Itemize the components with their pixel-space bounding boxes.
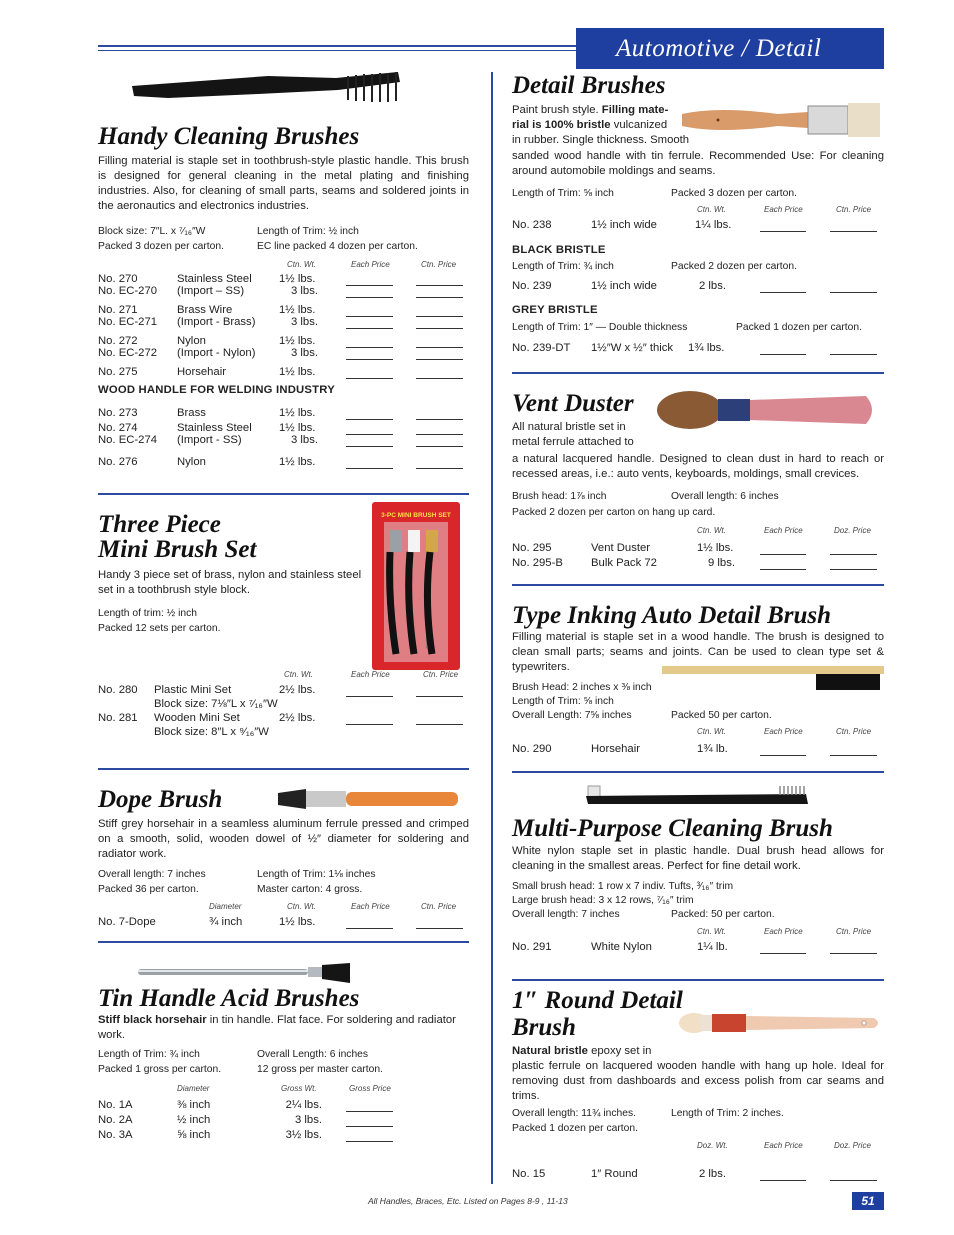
dope-header-dia: Diameter (209, 902, 242, 911)
grey-bristle-heading: GREY BRISTLE (512, 304, 598, 316)
price-line (416, 328, 463, 329)
price-line (760, 569, 806, 570)
multi-desc: White nylon staple set in plastic handle. Dual brush head allows for cleaning in the smallest areas. Perfect for fine detail work. (512, 845, 884, 872)
wood-handle-heading: WOOD HANDLE FOR WELDING INDUSTRY (98, 384, 335, 396)
multi-spec-1: Small brush head: 1 row x 7 indiv. Tufts, ³⁄₁₆″ trim (512, 881, 734, 892)
price-line (416, 696, 463, 697)
price-line (346, 1111, 393, 1112)
cell: (Import - SS) (177, 434, 242, 446)
mini-brushes-image (378, 522, 454, 662)
cell: No. 270 (98, 273, 138, 285)
price-line (760, 292, 806, 293)
black-spec-1: Length of Trim: ¾ inch (512, 261, 614, 272)
cell: 2½ lbs. (279, 684, 316, 696)
inking-spec-1: Brush Head: 2 inches x ⅜ inch (512, 682, 652, 693)
round-spec-2: Length of Trim: 2 inches. (671, 1108, 784, 1119)
section-rule (512, 372, 884, 374)
top-rule-2 (98, 50, 576, 51)
cell: No. 274 (98, 422, 138, 434)
round-desc-1b: Natural bristle (512, 1045, 588, 1057)
section-banner: Automotive / Detail (576, 28, 884, 69)
price-line (346, 446, 393, 447)
cell: No. EC-270 (98, 285, 158, 297)
price-line (346, 434, 393, 435)
cell: 1½ lbs. (279, 916, 316, 928)
cell: Horsehair (591, 743, 640, 755)
detail-header-each: Each Price (764, 205, 803, 214)
price-line (416, 378, 463, 379)
multi-brush-image (586, 782, 812, 808)
multi-header-wt: Ctn. Wt. (697, 927, 726, 936)
cell: No. 271 (98, 304, 138, 316)
vent-title: Vent Duster (512, 390, 634, 417)
detail-header-ctn: Ctn. Price (836, 205, 872, 214)
tin-spec-3: Packed 1 gross per carton. (98, 1064, 222, 1075)
detail-desc-1 (512, 103, 668, 118)
cell: Brass Wire (177, 304, 233, 316)
price-line (346, 468, 393, 469)
cell: No. 291 (512, 941, 552, 953)
cell: 2 lbs. (699, 280, 727, 292)
price-line (416, 347, 463, 348)
handy-spec-1: Block size: 7″L. x ⁷⁄₁₆″W (98, 226, 206, 237)
black-bristle-heading: BLACK BRISTLE (512, 244, 606, 256)
price-line (346, 359, 393, 360)
cell: 3 lbs. (290, 285, 318, 297)
vent-desc-3: a natural lacquered handle. Designed to clean dust in hard to reach or recessed areas, i.e.: auto vents, keyboards, moldings, small crevices. (512, 453, 884, 480)
price-line (760, 231, 806, 232)
cell: No. 295-B (512, 557, 563, 569)
cell: No. 276 (98, 456, 138, 468)
cell: 1½″W x ½″ thick (591, 342, 674, 354)
vent-header-wt: Ctn. Wt. (697, 526, 726, 535)
detail-brush-image (678, 100, 883, 140)
price-line (346, 316, 393, 317)
detail-header-wt: Ctn. Wt. (697, 205, 726, 214)
price-line (416, 434, 463, 435)
detail-desc-2 (512, 118, 667, 133)
price-line (830, 1180, 877, 1181)
cell: No. 273 (98, 407, 138, 419)
price-line (416, 468, 463, 469)
cell: 1½ inch wide (591, 219, 657, 231)
price-line (346, 285, 393, 286)
cell: 3 lbs. (294, 1114, 322, 1126)
price-line (760, 755, 806, 756)
inking-brush-image (662, 662, 884, 692)
round-title-1: 1″ Round Detail (512, 987, 683, 1014)
cell: ¾ inch (209, 916, 243, 928)
cell: 3 lbs. (290, 347, 318, 359)
cell: 1½ lbs. (279, 456, 316, 468)
tin-brush-image (138, 962, 352, 984)
cell: No. 290 (512, 743, 552, 755)
tin-title: Tin Handle Acid Brushes (98, 985, 360, 1012)
multi-header-each: Each Price (764, 927, 803, 936)
multi-spec-3: Overall length: 7 inches (512, 909, 620, 920)
price-line (760, 354, 806, 355)
tin-spec-4: 12 gross per master carton. (257, 1064, 383, 1075)
cell: No. 280 (98, 684, 138, 696)
price-line (416, 419, 463, 420)
handy-header-wt: Ctn. Wt. (287, 260, 316, 269)
mini-header-each: Each Price (351, 670, 390, 679)
cell: 1½ lbs. (279, 422, 316, 434)
tin-header-wt: Gross Wt. (281, 1084, 317, 1093)
cell: Block size: 8″L x ⁹⁄₁₆″W (154, 726, 269, 738)
price-line (416, 316, 463, 317)
vent-spec-1: Brush head: 1⅞ inch (512, 491, 607, 502)
price-line (830, 755, 877, 756)
price-line (830, 953, 877, 954)
cell: No. 275 (98, 366, 138, 378)
handy-header-each: Each Price (351, 260, 390, 269)
price-line (346, 347, 393, 348)
tin-header-price: Gross Price (349, 1084, 391, 1093)
price-line (416, 285, 463, 286)
detail-desc-1a: Paint brush style. (512, 104, 602, 116)
page-number: 51 (852, 1192, 884, 1210)
section-rule (512, 584, 884, 586)
detail-title: Detail Brushes (512, 72, 666, 99)
round-header-doz: Doz. Price (834, 1141, 871, 1150)
round-spec-3: Packed 1 dozen per carton. (512, 1123, 638, 1134)
round-spec-1: Overall length: 11¾ inches. (512, 1108, 637, 1119)
mini-title-2: Mini Brush Set (98, 536, 257, 563)
grey-spec-2: Packed 1 dozen per carton. (736, 322, 862, 333)
cell: Plastic Mini Set (154, 684, 232, 696)
vent-spec-3: Packed 2 dozen per carton on hang up card. (512, 507, 716, 518)
price-line (416, 928, 463, 929)
round-title-2: Brush (512, 1014, 576, 1041)
price-line (346, 378, 393, 379)
price-line (346, 724, 393, 725)
tin-desc-text: in tin handle. Flat face. For soldering and radiator work. (98, 1014, 456, 1041)
price-line (346, 328, 393, 329)
detail-desc-2a: vulcanized (610, 119, 668, 131)
vent-spec-2: Overall length: 6 inches (671, 491, 779, 502)
column-divider (491, 72, 493, 1184)
detail-spec-1: Length of Trim: ⅝ inch (512, 188, 614, 199)
cell: 1¾ lb. (697, 743, 728, 755)
price-line (346, 1126, 393, 1127)
cell: Wooden Mini Set (154, 712, 240, 724)
cell: No. EC-274 (98, 434, 158, 446)
cell: Bulk Pack 72 (591, 557, 657, 569)
handy-spec-3: Packed 3 dozen per carton. (98, 241, 224, 252)
tin-spec-2: Overall Length: 6 inches (257, 1049, 369, 1060)
cell: 2 lbs. (699, 1168, 727, 1180)
price-line (416, 297, 463, 298)
footer-note: All Handles, Braces, Etc. Listed on Pages 8-9 , 11-13 (368, 1196, 568, 1206)
cell: 1½ inch wide (591, 280, 657, 292)
black-spec-2: Packed 2 dozen per carton. (671, 261, 797, 272)
handy-header-ctn: Ctn. Price (421, 260, 457, 269)
dope-brush-image (276, 785, 462, 813)
tin-header-dia: Diameter (177, 1084, 210, 1093)
section-rule (512, 979, 884, 981)
mini-header-wt: Ctn. Wt. (284, 670, 313, 679)
top-rule (98, 45, 576, 47)
round-desc-2: plastic ferrule on lacquered wooden handle with hang up hole. Ideal for removing dust from dashboards and excess polish from car seams and trims. (512, 1060, 884, 1102)
round-header-each: Each Price (764, 1141, 803, 1150)
cell: 1½ lbs. (279, 304, 316, 316)
cell: 1¼ lbs. (695, 219, 732, 231)
cell: ⅝ inch (177, 1129, 211, 1141)
cell: 1″ Round (591, 1168, 638, 1180)
inking-header-each: Each Price (764, 727, 803, 736)
multi-title: Multi-Purpose Cleaning Brush (512, 815, 833, 842)
cell: (Import - Nylon) (177, 347, 256, 359)
cell: 9 lbs. (707, 557, 735, 569)
price-line (346, 928, 393, 929)
detail-desc-4: sanded wood handle with tin ferrule. Recommended Use: For cleaning around automobile moldings and seams. (512, 150, 884, 177)
inking-title: Type Inking Auto Detail Brush (512, 602, 832, 629)
detail-spec-2: Packed 3 dozen per carton. (671, 188, 797, 199)
cell: 3 lbs. (290, 316, 318, 328)
handy-spec-2: Length of Trim: ½ inch (257, 226, 359, 237)
cell: 1½ lbs. (279, 335, 316, 347)
multi-spec-4: Packed: 50 per carton. (671, 909, 775, 920)
dope-spec-4: Master carton: 4 gross. (257, 884, 363, 895)
price-line (416, 446, 463, 447)
cell: No. 295 (512, 542, 552, 554)
price-line (830, 554, 877, 555)
cell: No. 2A (98, 1114, 133, 1126)
cell: No. 7-Dope (98, 916, 156, 928)
mini-header-ctn: Ctn. Price (423, 670, 459, 679)
mini-title-1: Three Piece (98, 511, 221, 538)
price-line (830, 231, 877, 232)
detail-desc-2b: rial is 100% bristle (512, 119, 611, 131)
tin-desc (98, 1013, 469, 1043)
inking-desc: Filling material is staple set in a wood handle. The brush is designed to clean small parts; seams and joints. Can be used to clean type set & typewriters. (512, 631, 884, 673)
cell: No. 15 (512, 1168, 546, 1180)
card-label: 3-PC MINI BRUSH SET (381, 512, 451, 519)
tin-desc-bold: Stiff black horsehair (98, 1014, 207, 1026)
dope-spec-3: Packed 36 per carton. (98, 884, 199, 895)
round-desc-1a: epoxy set in (587, 1045, 652, 1057)
cell: Nylon (177, 335, 206, 347)
dope-desc: Stiff grey horsehair in a seamless aluminum ferrule pressed and crimped on a smooth, solid, wooden dowel of ½″ diameter for soldering and radiator work. (98, 818, 469, 860)
mini-desc: Handy 3 piece set of brass, nylon and stainless steel set in a toothbrush style block. (98, 569, 362, 596)
card-side-label: BRASS • NYLON • STAINLESS (424, 577, 430, 649)
cell: No. 238 (512, 219, 552, 231)
inking-header-ctn: Ctn. Price (836, 727, 872, 736)
price-line (346, 696, 393, 697)
cell: 1½ lbs. (279, 366, 316, 378)
section-rule (98, 768, 469, 770)
cell: 1½ lbs. (279, 407, 316, 419)
cell: No. 3A (98, 1129, 133, 1141)
cell: 1¼ lb. (697, 941, 728, 953)
cell: Stainless Steel (177, 422, 252, 434)
cell: No. 239 (512, 280, 552, 292)
dope-title: Dope Brush (98, 786, 223, 813)
detail-desc-1b: Filling mate- (601, 104, 669, 116)
cell: Block size: 7⅛″L x ⁷⁄₁₆″W (154, 698, 278, 710)
cell: Vent Duster (591, 542, 651, 554)
price-line (346, 297, 393, 298)
vent-header-doz: Doz. Price (834, 526, 871, 535)
cell: 1½ lbs. (697, 542, 734, 554)
section-rule (98, 493, 469, 495)
cell: (Import – SS) (177, 285, 245, 297)
mini-brush-card (372, 502, 460, 670)
cell: No. 1A (98, 1099, 133, 1111)
price-line (830, 569, 877, 570)
cell: ⅜ inch (177, 1099, 211, 1111)
cell: No. EC-271 (98, 316, 158, 328)
tin-spec-1: Length of Trim: ¾ inch (98, 1049, 200, 1060)
cell: No. 281 (98, 712, 138, 724)
vent-header-each: Each Price (764, 526, 803, 535)
cell: White Nylon (591, 941, 652, 953)
price-line (346, 419, 393, 420)
multi-header-ctn: Ctn. Price (836, 927, 872, 936)
cell: 1¾ lbs. (688, 342, 725, 354)
dope-header-wt: Ctn. Wt. (287, 902, 316, 911)
cell: No. 272 (98, 335, 138, 347)
inking-header-wt: Ctn. Wt. (697, 727, 726, 736)
mini-spec-2: Packed 12 sets per carton. (98, 623, 221, 634)
inking-spec-2: Length of Trim: ⅝ inch (512, 696, 614, 707)
price-line (346, 1141, 393, 1142)
price-line (830, 292, 877, 293)
dope-header-each: Each Price (351, 902, 390, 911)
cell: Brass (177, 407, 206, 419)
cell: ½ inch (177, 1114, 211, 1126)
round-desc-1 (512, 1044, 651, 1059)
price-line (416, 724, 463, 725)
round-header-wt: Doz. Wt. (697, 1141, 728, 1150)
handy-brush-image (128, 64, 403, 106)
cell: 1½ lbs. (279, 273, 316, 285)
cell: No. 239-DT (512, 342, 571, 354)
inking-spec-4: Packed 50 per carton. (671, 710, 772, 721)
vent-desc-2: metal ferrule attached to (512, 436, 634, 448)
cell: (Import - Brass) (177, 316, 256, 328)
cell: Horsehair (177, 366, 226, 378)
price-line (760, 953, 806, 954)
price-line (830, 354, 877, 355)
dope-spec-1: Overall length: 7 inches (98, 869, 206, 880)
cell: No. EC-272 (98, 347, 158, 359)
round-brush-image (678, 1010, 884, 1036)
cell: 2½ lbs. (279, 712, 316, 724)
inking-spec-3: Overall Length: 7⅝ inches (512, 710, 632, 721)
detail-desc-3: in rubber. Single thickness. Smooth (512, 134, 690, 146)
mini-spec-1: Length of trim: ½ inch (98, 608, 198, 619)
handy-spec-4: EC line packed 4 dozen per carton. (257, 241, 418, 252)
section-rule (98, 941, 469, 943)
price-line (416, 359, 463, 360)
handy-title: Handy Cleaning Brushes (98, 123, 360, 150)
grey-spec-1: Length of Trim: 1″ — Double thickness (512, 322, 688, 333)
section-rule (512, 771, 884, 773)
cell: 2¼ lbs. (285, 1099, 322, 1111)
dope-header-ctn: Ctn. Price (421, 902, 457, 911)
price-line (760, 554, 806, 555)
vent-desc-1: All natural bristle set in (512, 421, 626, 433)
cell: 3 lbs. (290, 434, 318, 446)
multi-spec-2: Large brush head: 3 x 12 rows, ⁷⁄₁₆″ trim (512, 895, 694, 906)
cell: Stainless Steel (177, 273, 252, 285)
vent-brush-image (656, 387, 880, 433)
cell: Nylon (177, 456, 206, 468)
price-line (760, 1180, 806, 1181)
cell: 3½ lbs. (285, 1129, 322, 1141)
handy-desc: Filling material is staple set in toothbrush-style plastic handle. This brush is designed for general cleaning in the metal plating and finishing industries. Also, for cleaning of small parts, seams and soldered joints in the aeronautics and electronics industries. (98, 155, 469, 212)
dope-spec-2: Length of Trim: 1⅛ inches (257, 869, 376, 880)
